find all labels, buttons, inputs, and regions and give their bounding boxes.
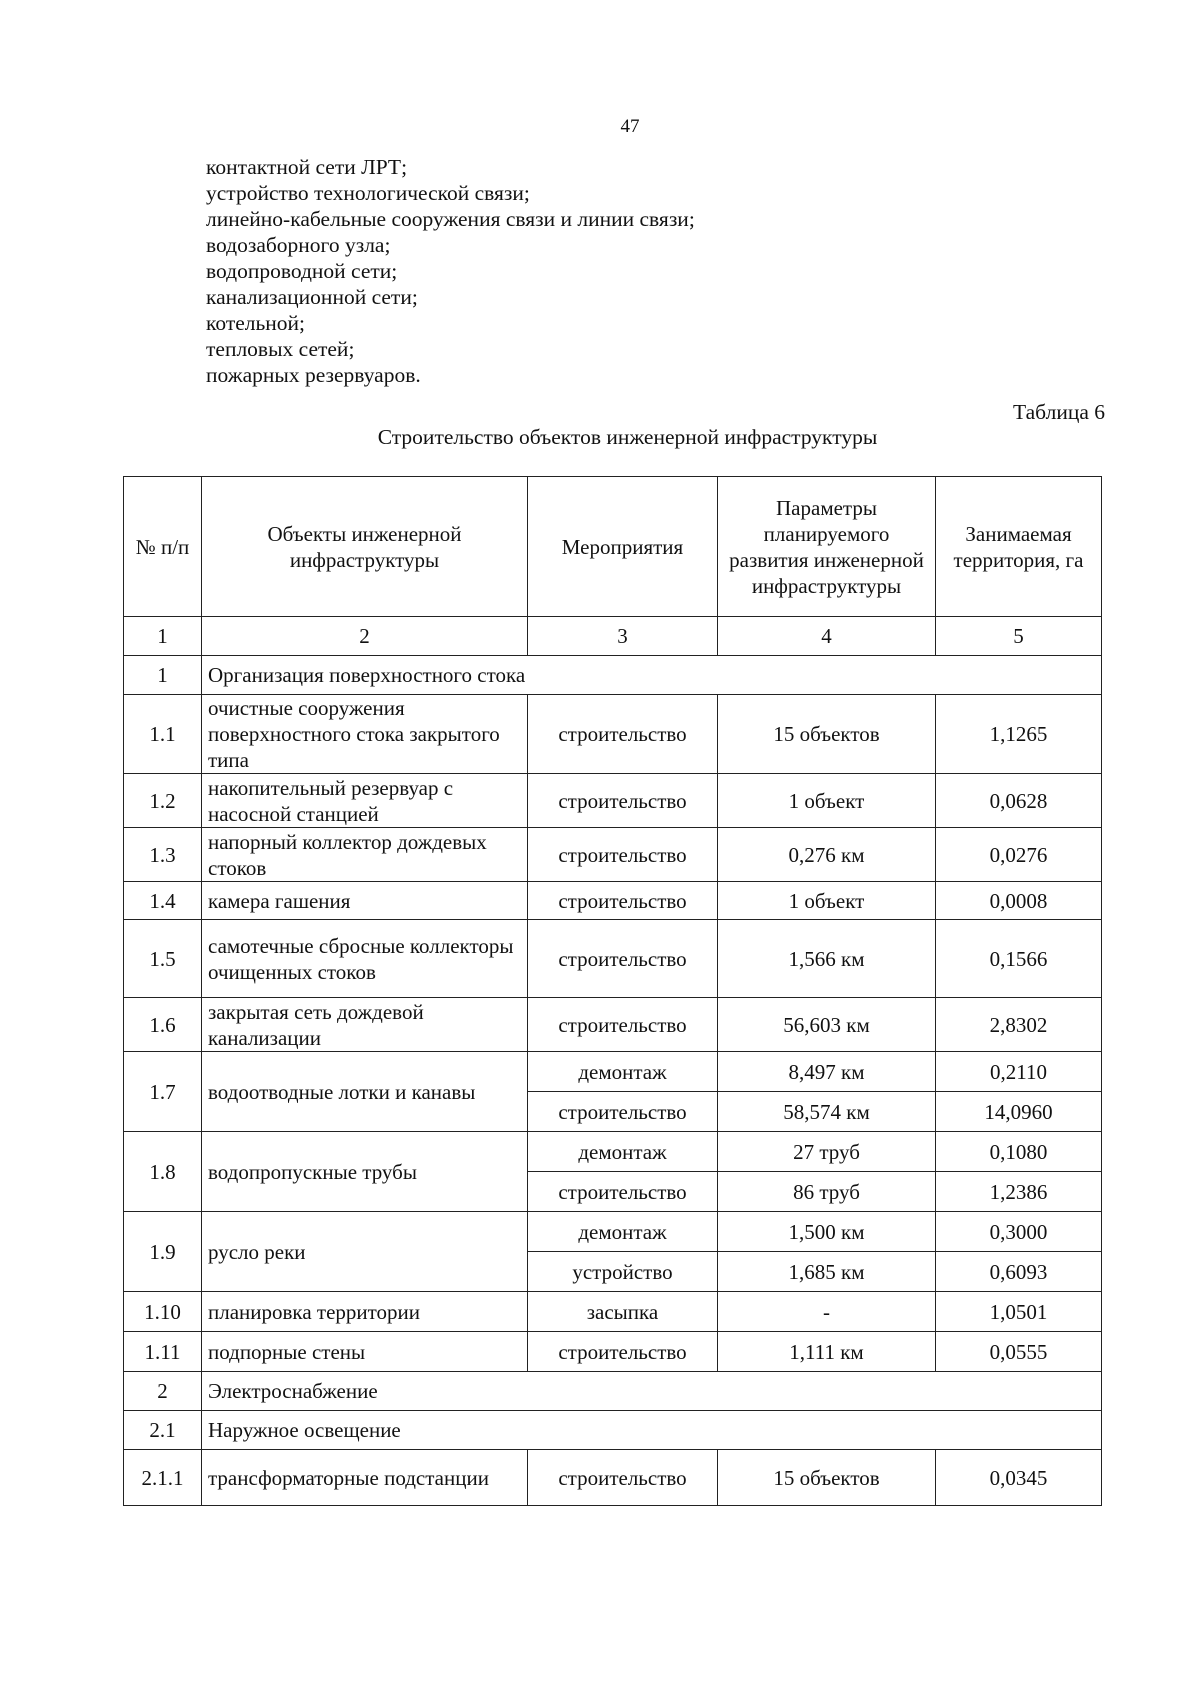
row-action: демонтаж — [528, 1212, 718, 1252]
table-row — [124, 998, 1102, 1052]
row-area: 0,2110 — [936, 1052, 1102, 1092]
row-action: строительство — [528, 920, 718, 998]
row-action: строительство — [528, 998, 718, 1052]
row-area: 0,0555 — [936, 1332, 1102, 1372]
row-area: 0,0276 — [936, 828, 1102, 882]
subsection-num: 2.1 — [124, 1411, 202, 1450]
row-action: строительство — [528, 695, 718, 774]
row-action: демонтаж — [528, 1052, 718, 1092]
row-object: водоотводные лотки и канавы — [202, 1052, 528, 1132]
row-area: 14,0960 — [936, 1092, 1102, 1132]
list-item: котельной; — [206, 311, 306, 335]
row-area: 1,0501 — [936, 1292, 1102, 1332]
row-num: 1.3 — [124, 828, 202, 882]
row-num: 1.7 — [124, 1052, 202, 1132]
list-item: канализационной сети; — [206, 285, 418, 309]
header-num: № п/п — [124, 477, 202, 617]
header-parameters: Параметры планируемого развития инженерной инфраструктуры — [718, 477, 936, 617]
row-param: 15 объектов — [718, 695, 936, 774]
intro-list — [206, 154, 695, 388]
section-num: 2 — [124, 1372, 202, 1411]
row-param: 1,111 км — [718, 1332, 936, 1372]
table-row — [124, 1212, 1102, 1252]
row-param: 58,574 км — [718, 1092, 936, 1132]
row-area: 0,1566 — [936, 920, 1102, 998]
column-number: 1 — [124, 617, 202, 656]
row-param: 1 объект — [718, 774, 936, 828]
table-row — [124, 695, 1102, 774]
row-object: очистные сооружения поверхностного стока закрытого типа — [202, 695, 528, 774]
section-title: Организация поверхностного стока — [202, 656, 1102, 695]
list-item: тепловых сетей; — [206, 337, 355, 361]
row-param: 8,497 км — [718, 1052, 936, 1092]
row-num: 1.11 — [124, 1332, 202, 1372]
table-row — [124, 774, 1102, 828]
row-param: 86 труб — [718, 1172, 936, 1212]
column-number-row — [124, 617, 1102, 656]
section-title: Электроснабжение — [202, 1372, 1102, 1411]
row-area: 0,0008 — [936, 882, 1102, 920]
row-action: строительство — [528, 1092, 718, 1132]
table-row — [124, 920, 1102, 998]
row-num: 1.10 — [124, 1292, 202, 1332]
row-action: строительство — [528, 1172, 718, 1212]
table-title: Строительство объектов инженерной инфраструктуры — [377, 425, 878, 449]
row-num: 1.6 — [124, 998, 202, 1052]
row-param: 1,685 км — [718, 1252, 936, 1292]
row-object: камера гашения — [202, 882, 528, 920]
row-param: 1 объект — [718, 882, 936, 920]
row-action: строительство — [528, 1332, 718, 1372]
row-param: 27 труб — [718, 1132, 936, 1172]
column-number: 4 — [718, 617, 936, 656]
row-param: 0,276 км — [718, 828, 936, 882]
row-num: 2.1.1 — [124, 1450, 202, 1506]
row-object: русло реки — [202, 1212, 528, 1292]
row-action: засыпка — [528, 1292, 718, 1332]
row-area: 2,8302 — [936, 998, 1102, 1052]
table-row — [124, 882, 1102, 920]
header-object: Объекты инженерной инфраструктуры — [202, 477, 528, 617]
list-item: устройство технологической связи; — [206, 181, 530, 205]
page-number: 47 — [620, 116, 640, 137]
row-object: напорный коллектор дождевых стоков — [202, 828, 528, 882]
row-object: подпорные стены — [202, 1332, 528, 1372]
list-item: водозаборного узла; — [206, 233, 391, 257]
list-item: контактной сети ЛРТ; — [206, 155, 408, 179]
row-action: строительство — [528, 1450, 718, 1506]
infrastructure-table — [123, 476, 1102, 1506]
row-area: 0,0628 — [936, 774, 1102, 828]
row-area: 0,0345 — [936, 1450, 1102, 1506]
row-param: - — [718, 1292, 936, 1332]
table-row — [124, 1450, 1102, 1506]
row-object: закрытая сеть дождевой канализации — [202, 998, 528, 1052]
row-object: водопропускные трубы — [202, 1132, 528, 1212]
row-object: трансформаторные подстанции — [202, 1450, 528, 1506]
list-item: водопроводной сети; — [206, 259, 398, 283]
row-num: 1.9 — [124, 1212, 202, 1292]
row-param: 56,603 км — [718, 998, 936, 1052]
row-action: устройство — [528, 1252, 718, 1292]
row-param: 15 объектов — [718, 1450, 936, 1506]
subsection-title: Наружное освещение — [202, 1411, 1102, 1450]
row-area: 1,1265 — [936, 695, 1102, 774]
row-num: 1.5 — [124, 920, 202, 998]
row-action: строительство — [528, 774, 718, 828]
section-row — [124, 1372, 1102, 1411]
table-label: Таблица 6 — [1013, 400, 1105, 424]
row-area: 0,6093 — [936, 1252, 1102, 1292]
row-num: 1.4 — [124, 882, 202, 920]
table-row — [124, 828, 1102, 882]
subsection-row — [124, 1411, 1102, 1450]
row-param: 1,500 км — [718, 1212, 936, 1252]
header-action: Мероприятия — [528, 477, 718, 617]
column-number: 5 — [936, 617, 1102, 656]
row-action: строительство — [528, 882, 718, 920]
table-row — [124, 1052, 1102, 1092]
section-num: 1 — [124, 656, 202, 695]
row-object: планировка территории — [202, 1292, 528, 1332]
row-area: 0,1080 — [936, 1132, 1102, 1172]
row-param: 1,566 км — [718, 920, 936, 998]
row-action: строительство — [528, 828, 718, 882]
row-action: демонтаж — [528, 1132, 718, 1172]
section-row — [124, 656, 1102, 695]
row-object: самотечные сбросные коллекторы очищенных стоков — [202, 920, 528, 998]
row-area: 0,3000 — [936, 1212, 1102, 1252]
list-item: линейно-кабельные сооружения связи и линии связи; — [206, 207, 695, 231]
row-object: накопительный резервуар с насосной станцией — [202, 774, 528, 828]
row-num: 1.1 — [124, 695, 202, 774]
row-area: 1,2386 — [936, 1172, 1102, 1212]
row-num: 1.2 — [124, 774, 202, 828]
header-area: Занимаемая территория, га — [936, 477, 1102, 617]
list-item: пожарных резервуаров. — [206, 363, 421, 387]
table-row — [124, 1292, 1102, 1332]
row-num: 1.8 — [124, 1132, 202, 1212]
table-row — [124, 1332, 1102, 1372]
column-number: 2 — [202, 617, 528, 656]
table-row — [124, 1132, 1102, 1172]
table-header-row — [124, 477, 1102, 617]
column-number: 3 — [528, 617, 718, 656]
